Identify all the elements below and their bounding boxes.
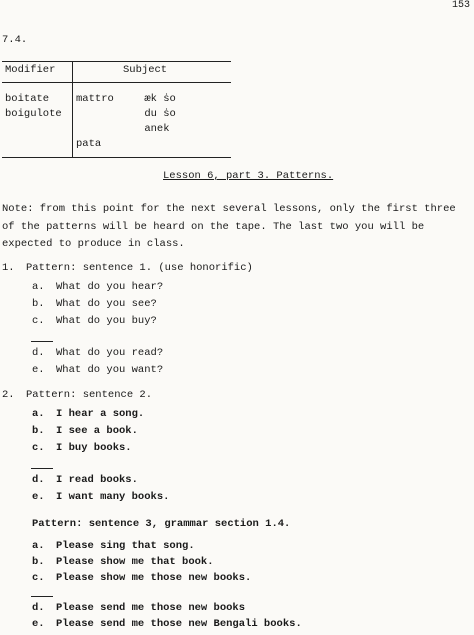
note-line: Note: from this point for the next several lessons, only the first three <box>2 203 456 215</box>
item-label: b. <box>32 556 45 568</box>
subject-word: mattro <box>76 93 114 105</box>
item-text: I want many books. <box>56 491 170 503</box>
item-label: a. <box>32 281 45 293</box>
item-label: c. <box>32 315 45 327</box>
item-text: I read books. <box>56 474 138 486</box>
item-text: I see a book. <box>56 425 138 437</box>
item-label: c. <box>32 442 45 454</box>
item-text: I hear a song. <box>56 408 145 420</box>
note-line: of the patterns will be heard on the tape. The last two you will be <box>2 220 425 233</box>
list-item <box>32 364 163 376</box>
lesson-title: Lesson 6, part 3. Patterns. <box>163 170 334 182</box>
list-item <box>32 408 144 420</box>
subject-word: anek <box>144 123 170 135</box>
list-item <box>32 474 138 486</box>
item-label: a. <box>32 408 45 420</box>
list-item <box>32 602 245 614</box>
divider <box>31 596 53 597</box>
page-number: 153 <box>451 0 470 11</box>
item-label: d. <box>32 474 45 486</box>
item-label: b. <box>32 298 45 310</box>
list-item <box>32 347 163 359</box>
subject-word: æk ṡo <box>144 93 176 105</box>
list-item <box>32 425 138 437</box>
subject-word: du ṡo <box>144 108 176 120</box>
list-item <box>32 315 157 327</box>
item-text: I buy books. <box>56 442 132 454</box>
section-number-label: 2. <box>2 389 15 401</box>
section-2-heading <box>2 389 152 401</box>
section-number-label: 1. <box>2 262 15 274</box>
list-item <box>32 556 214 568</box>
section-1-heading <box>2 262 253 274</box>
divider <box>31 341 53 342</box>
pattern-label: Pattern: sentence 3, grammar section 1.4. <box>32 518 291 530</box>
section-3-heading <box>32 518 290 530</box>
list-item <box>32 618 302 630</box>
item-text: Please sing that song. <box>56 540 195 552</box>
item-label: e. <box>32 491 45 503</box>
item-label: d. <box>32 347 45 359</box>
note-paragraph <box>2 201 456 254</box>
subject-cell <box>73 83 232 158</box>
item-text: Please send me those new Bengali books. <box>56 618 302 630</box>
list-item <box>32 572 251 584</box>
divider <box>31 468 53 469</box>
list-item <box>32 442 132 454</box>
item-label: e. <box>32 364 45 376</box>
modifier-cell <box>2 83 73 158</box>
list-item <box>32 281 163 293</box>
item-text: Please show me those new books. <box>56 572 252 584</box>
item-text: What do you see? <box>56 298 157 310</box>
note-line: expected to produce in class. <box>2 238 185 250</box>
item-label: e. <box>32 618 45 630</box>
table-header-modifier: Modifier <box>2 62 73 83</box>
list-item <box>32 540 195 552</box>
list-item <box>32 298 157 310</box>
list-item <box>32 491 169 503</box>
item-text: What do you read? <box>56 347 164 359</box>
item-text: Please show me that book. <box>56 556 214 568</box>
pattern-label: Pattern: sentence 1. (use honorific) <box>26 262 253 274</box>
item-text: Please send me those new books <box>56 602 246 614</box>
item-text: What do you want? <box>56 364 164 376</box>
table-header-subject: Subject <box>73 62 232 83</box>
section-number: 7.4. <box>2 34 28 46</box>
item-label: b. <box>32 425 45 437</box>
item-text: What do you buy? <box>56 315 157 327</box>
item-label: d. <box>32 602 45 614</box>
modifier-item: boitate <box>5 93 50 105</box>
item-label: a. <box>32 540 45 552</box>
item-text: What do you hear? <box>56 281 164 293</box>
modifier-item: boigulote <box>5 108 62 120</box>
subject-table <box>2 61 231 158</box>
subject-word: pata <box>76 138 102 150</box>
item-label: c. <box>32 572 45 584</box>
pattern-label: Pattern: sentence 2. <box>26 389 153 401</box>
